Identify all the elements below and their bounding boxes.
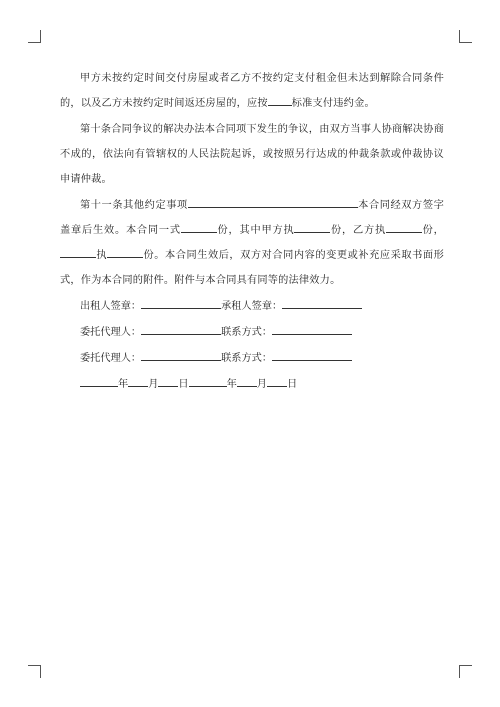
signature-row-agent-1 <box>80 322 352 340</box>
contact-label-2: 联系方式： <box>221 353 273 364</box>
lessor-signature-blank[interactable] <box>141 296 221 309</box>
copies-total-blank[interactable] <box>181 220 217 233</box>
signature-row-agent-2 <box>80 348 352 366</box>
day-blank-1[interactable] <box>158 374 178 387</box>
agent-blank-2[interactable] <box>141 348 221 361</box>
crop-mark-top-left <box>28 30 41 43</box>
paragraph-breach <box>60 66 444 116</box>
copies-other-count-blank[interactable] <box>107 245 143 258</box>
day-blank-2[interactable] <box>267 374 287 387</box>
month-label-2: 月 <box>256 379 267 390</box>
day-label-2: 日 <box>286 379 298 390</box>
amendment-text: 份。本合同生效后，双方对合同内容的变更或补充应采取书面形式，作为本合同的附件。附件与本合同具有同等的法律效力。 <box>60 250 444 286</box>
crop-mark-bottom-right <box>459 665 472 678</box>
year-blank-2[interactable] <box>189 374 227 387</box>
contact-blank-2[interactable] <box>272 348 352 361</box>
year-label-1: 年 <box>118 379 129 390</box>
crop-mark-bottom-left <box>28 665 41 678</box>
crop-mark-top-right <box>459 30 472 43</box>
breach-text-end: 标准支付违约金。 <box>291 98 375 109</box>
breach-text: 甲方未按约定时间交付房屋或者乙方不按约定支付租金但未达到解除合同条件的，以及乙方未按约定时间返还房屋的，应按 <box>60 73 444 109</box>
copies-party-b-blank[interactable] <box>386 220 422 233</box>
dispute-text: 第十条合同争议的解决办法本合同项下发生的争议，由双方当事人协商解决协商不成的，依法向有管辖权的人民法院起诉，或按照另行达成的仲裁条款或仲裁协议申请仲裁。 <box>60 124 444 185</box>
copies-text-2: 份，乙方执 <box>330 225 387 236</box>
copies-other-party-blank[interactable] <box>60 245 96 258</box>
agent-label-2: 委托代理人： <box>80 353 142 364</box>
signature-row-parties <box>80 296 362 314</box>
contact-label-1: 联系方式： <box>221 327 273 338</box>
penalty-standard-blank[interactable] <box>268 93 292 106</box>
month-blank-2[interactable] <box>237 374 257 387</box>
paragraph-dispute <box>60 117 444 192</box>
lessor-signature-label: 出租人签章： <box>80 301 142 312</box>
agent-label-1: 委托代理人： <box>80 327 142 338</box>
copies-text-4: 执 <box>96 250 108 261</box>
other-matters-label: 第十一条其他约定事项 <box>80 200 188 211</box>
year-blank-1[interactable] <box>80 374 118 387</box>
copies-text-3: 份， <box>422 225 444 236</box>
month-label-1: 月 <box>148 379 159 390</box>
day-label-1: 日 <box>178 379 189 390</box>
other-matters-blank[interactable] <box>188 195 358 208</box>
contact-blank-1[interactable] <box>272 322 352 335</box>
effect-text: 本合同经双方签字盖章后生效。本合同一式 <box>60 200 444 236</box>
month-blank-1[interactable] <box>128 374 148 387</box>
year-label-2: 年 <box>226 379 237 390</box>
lessee-signature-blank[interactable] <box>282 296 362 309</box>
paragraph-other-matters <box>60 193 444 293</box>
date-row <box>80 374 297 392</box>
copies-party-a-blank[interactable] <box>294 220 330 233</box>
agent-blank-1[interactable] <box>141 322 221 335</box>
copies-text-1: 份，其中甲方执 <box>216 225 295 236</box>
lessee-signature-label: 承租人签章： <box>221 301 283 312</box>
